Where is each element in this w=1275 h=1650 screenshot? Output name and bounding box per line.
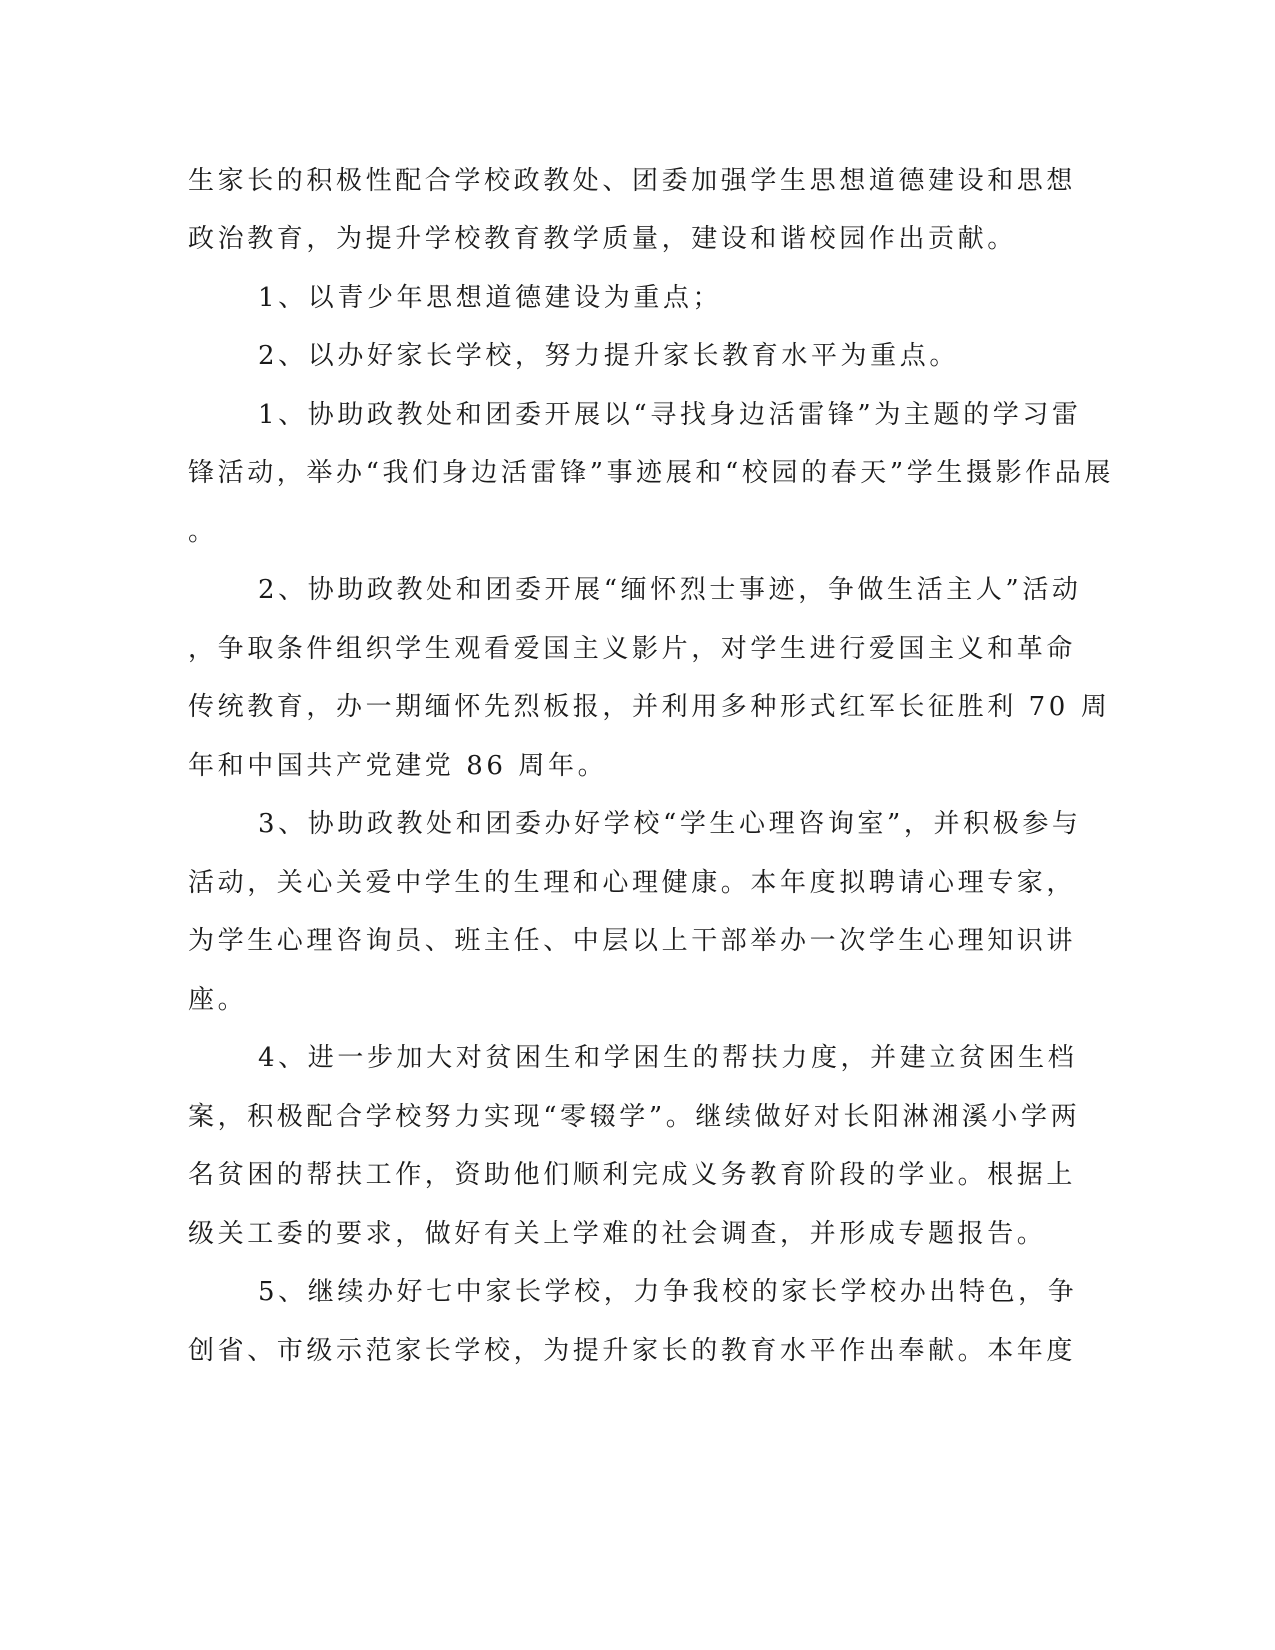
text-line: 为学生心理咨询员、班主任、中层以上干部举办一次学生心理知识讲 xyxy=(188,926,1077,956)
text-line: 名贫困的帮扶工作，资助他们顺利完成义务教育阶段的学业。根据上 xyxy=(188,1160,1077,1190)
list-item: 1、以青少年思想道德建设为重点； xyxy=(258,283,723,313)
text-line: 。 xyxy=(188,517,218,547)
text-line: 座。 xyxy=(188,985,248,1015)
text-line: 政治教育，为提升学校教育教学质量，建设和谐校园作出贡献。 xyxy=(188,224,1017,254)
text-line: ，争取条件组织学生观看爱国主义影片，对学生进行爱国主义和革命 xyxy=(188,634,1077,664)
text-line: 级关工委的要求，做好有关上学难的社会调查，并形成专题报告。 xyxy=(188,1219,1047,1249)
text-line: 活动，关心关爱中学生的生理和心理健康。本年度拟聘请心理专家， xyxy=(188,868,1077,898)
text-line: 2、协助政教处和团委开展“缅怀烈士事迹，争做生活主人”活动 xyxy=(258,575,1082,605)
text-line: 年和中国共产党建党 86 周年。 xyxy=(188,751,608,781)
text-line: 传统教育，办一期缅怀先烈板报，并利用多种形式红军长征胜利 70 周 xyxy=(188,692,1111,722)
text-line: 锋活动，举办“我们身边活雷锋”事迹展和“校园的春天”学生摄影作品展 xyxy=(188,458,1114,488)
text-line: 案，积极配合学校努力实现“零辍学”。继续做好对长阳淋湘溪小学两 xyxy=(188,1102,1081,1132)
text-line: 1、协助政教处和团委开展以“寻找身边活雷锋”为主题的学习雷 xyxy=(258,400,1082,430)
text-line: 3、协助政教处和团委办好学校“学生心理咨询室”，并积极参与 xyxy=(258,809,1082,839)
list-item: 2、以办好家长学校，努力提升家长教育水平为重点。 xyxy=(258,341,959,371)
text-line: 生家长的积极性配合学校政教处、团委加强学生思想道德建设和思想 xyxy=(188,166,1077,196)
text-line: 4、进一步加大对贫困生和学困生的帮扶力度，并建立贫困生档 xyxy=(258,1043,1078,1073)
text-line: 创省、市级示范家长学校，为提升家长的教育水平作出奉献。本年度 xyxy=(188,1336,1077,1366)
text-line: 5、继续办好七中家长学校，力争我校的家长学校办出特色，争 xyxy=(258,1277,1078,1307)
